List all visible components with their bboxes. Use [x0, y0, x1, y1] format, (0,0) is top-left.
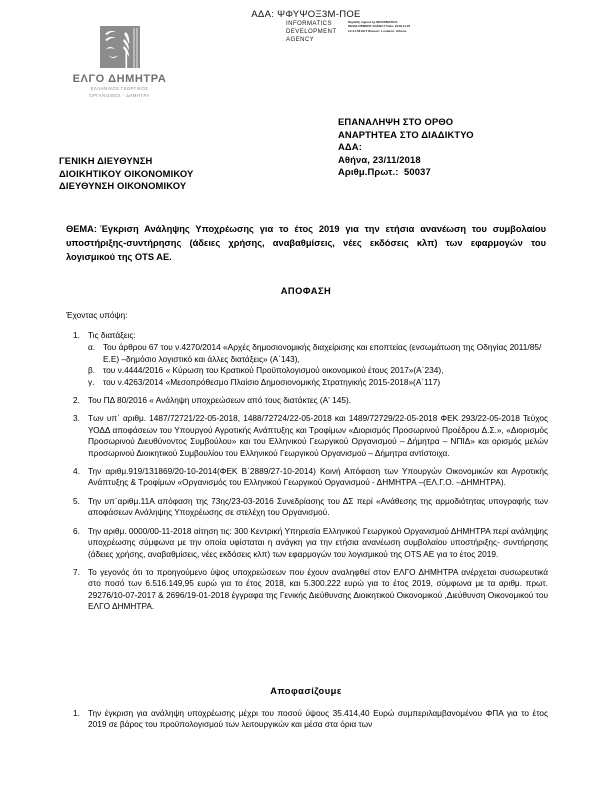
financial-directorate-label: ΔΙΕΥΘΥΝΣΗ ΟΙΚΟΝΟΜΙΚΟΥ	[59, 180, 187, 192]
header-left-block	[59, 155, 193, 193]
header-right-block	[338, 116, 474, 179]
list-item-text: Την αριθμ.919/131869/20-10-2014(ΦΕΚ Β΄2889/27-10-2014) Κοινή Απόφαση των Υπουργών Οικονομικών και Αγροτικής Ανάπτυξης & Τροφίμων «Οργανισμός του Ελληνικού Γεωργικού Οργανισμού - ΔΗΜΗΤΡΑ –(ΕΛ.Γ.Ο. –ΔΗΜΗΤΡΑ).	[88, 466, 548, 488]
list-item	[66, 330, 548, 388]
list-item	[66, 526, 548, 560]
general-directorate-label: ΓΕΝΙΚΗ ΔΙΕΥΘΥΝΣΗ	[59, 155, 153, 166]
resolution-list	[66, 708, 548, 738]
elgo-dimitra-emblem-icon	[79, 24, 161, 72]
sub-list-item-number: γ.	[88, 376, 95, 387]
list-item-text: Την αριθμ. 0000/00-11-2018 αίτηση τις: 300 Κεντρική Υπηρεσία Ελληνικού Γεωργικού Οργανισμού ΔΗΜΗΤΡΑ περί ανάληψης υποχρέωσης σύμφωνα με την οποία υφίσταται η ανάγκη για την ετήσια ανανέωση συμβολαίου υποστήριξης- συντήρησης (άδειες χρήσης, αναβαθμίσεις, νέες εκδόσεις κλπ) των εφαρμογών του λογισμικού της OTS AE για το έτος 2019.	[88, 525, 548, 559]
signature-agency-name: INFORMATICS DEVELOPMENT AGENCY	[286, 20, 337, 44]
list-item-text: Του ΠΔ 80/2016 « Ανάληψη υποχρεώσεων από τους διατάκτες (Α' 145).	[88, 395, 352, 406]
list-item-text: Τις διατάξεις:	[88, 330, 136, 340]
list-item	[66, 395, 548, 406]
web-publication-notice: ΑΝΑΡΤΗΤΕΑ ΣΤΟ ΔΙΑΔΙΚΤΥΟ	[338, 128, 474, 140]
sub-list-item-number: α.	[88, 342, 96, 353]
sub-list-item-number: β.	[88, 365, 96, 376]
list-item-number: 5.	[73, 495, 80, 506]
list-item	[66, 708, 548, 731]
list-item-number: 1.	[73, 330, 80, 340]
logo-subtitle-line2: ΟΡΓΑΝΙΣΜΟΣ - ΔΗΜΗΤΡΑ	[89, 92, 150, 98]
signature-details: Digitally signed by INFORMATICS DEVELOPMENT AGENCY Date: 2018.11.26 12:41:58 EET Reason: Location: Athens	[348, 20, 411, 33]
list-item-text: Την υπ΄αριθμ.11Α απόφαση της 73ης/23-03-2016 Συνεδρίασης του ΔΣ περί «Ανάθεσης της αρμοδιότητας υπογραφής των αποφάσεων Ανάληψης Υποχρέωσης σε στελέχη του Οργανισμού.	[88, 495, 548, 518]
protocol-number: Αριθμ.Πρωτ.: 50037	[338, 166, 431, 178]
sub-list-item	[88, 342, 548, 365]
decision-heading: ΑΠΟΦΑΣΗ	[280, 286, 332, 296]
list-item	[66, 496, 548, 519]
subject-text: Έγκριση Ανάληψης Υποχρέωσης για το έτος 2019 για την ετήσια ανανέωση του συμβολαίου υποστήριξης-συντήρησης (άδειες χρήσης, αναβαθμίσεις, νέες εκδόσεις κλπ) των εφαρμογών του λογισμικού της OTS AE.	[66, 224, 546, 263]
list-item-number: 7.	[73, 566, 80, 577]
list-item	[66, 466, 548, 489]
sub-list-item	[88, 365, 548, 376]
republish-notice: ΕΠΑΝΑΛΗΨΗ ΣΤΟ ΟΡΘΟ	[338, 116, 454, 127]
sub-list-item	[88, 377, 548, 388]
list-item-number: 3.	[73, 413, 80, 424]
preamble-label: Έχοντας υπόψη:	[66, 310, 128, 320]
resolve-heading: Αποφασίζουμε	[270, 686, 342, 696]
ada-top-label: ΑΔΑ: ΨΦΥΨΟΞ3Μ-ΠΟΕ	[251, 9, 361, 20]
sub-list	[88, 342, 548, 388]
logo-title: ΕΛΓΟ ΔΗΜΗΤΡΑ	[72, 73, 167, 85]
list-item-number: 6.	[73, 525, 80, 536]
logo-subtitle-line1: ΕΛΛΗΝΙΚΟΣ ΓΕΩΡΓΙΚΟΣ	[90, 86, 149, 91]
list-item-number: 2.	[73, 395, 80, 406]
sub-list-item-text: του ν.4444/2016 « Κύρωση του Κρατικού Προϋπολογισμού οικονομικού έτους 2017»(Α΄234),	[103, 365, 444, 376]
list-item-number: 4.	[73, 466, 80, 477]
list-item-text: Των υπ΄ αριθμ. 1487/72721/22-05-2018, 1488/72724/22-05-2018 και 1489/72729/22-05-2018 ΦΕΚ 293/22-05-2018 Τεύχος ΥΟΔΔ αποφάσεων του Υπουργού Αγροτικής Ανάπτυξης και Τροφίμων «Διορισμός Προσωρινού Προέδρου Δ.Σ.», «Διορισμός Προσωρινού Διευθύνοντος Συμβούλου» και του Ελληνικού Γεωργικού Οργανισμού – Δήμητρα – ΝΠΙΔ» και ορισμός μελών προσωρινού Διοικητικού Συμβουλίου του Ελληνικού Γεωργικού Οργανισμού – Δήμητρα αντίστοιχα.	[88, 413, 548, 458]
administrative-financial-label: ΔΙΟΙΚΗΤΙΚΟΥ ΟΙΚΟΝΟΜΙΚΟΥ	[59, 167, 194, 179]
organization-logo	[57, 24, 182, 98]
subject-label: ΘΕΜΑ:	[66, 224, 97, 234]
list-item-text: Την έγκριση για ανάληψη υποχρέωσης μέχρι του ποσού ύψους 35.414,40 Ευρώ συμπεριλαμβανομένου ΦΠΑ για το έτος 2019 σε βάρος του προϋπολογισμού των λειτουργικών και μέσα στα όρια των	[88, 708, 548, 730]
list-item-number: 1.	[73, 708, 80, 718]
sub-list-item-text: Του άρθρου 67 του ν.4270/2014 «Αρχές δημοσιονομικής διαχείρισης και εποπτείας (ενσωμάτωση της Οδηγίας 2011/85/Ε.Ε) –δημόσιο λογιστικό και άλλες διατάξεις» (Α΄143),	[103, 342, 542, 364]
list-item	[66, 413, 548, 459]
subject-block	[66, 222, 546, 265]
list-item-text: Το γεγονός ότι το προηγούμενο ύψος υποχρεώσεων που έχουν αναληφθεί στον ΕΛΓΟ ΔΗΜΗΤΡΑ ανέρχεται συσωρευτικά στο ποσό των 6.516.149,95 ευρώ για το έτος 2018, και 5.300.222 ευρώ για το έτος 2019, σύμφωνα με τα αριθμ. πρωτ. 29276/10-07-2017 & 2696/19-01-2018 έγγραφα της Γενικής Διεύθυνσης Διοικητικού Οικονομικού ,Διεύθυνση Οικονομικού του ΕΛΓΟ ΔΗΜΗΤΡΑ.	[88, 566, 548, 612]
considerations-list	[66, 330, 548, 620]
list-item	[66, 567, 548, 613]
list-item-body	[88, 330, 548, 388]
place-and-date: Αθήνα, 23/11/2018	[338, 153, 421, 165]
ada-field-label: ΑΔΑ:	[338, 141, 363, 153]
digital-signature-stamp	[286, 20, 418, 45]
sub-list-item-text: του ν.4263/2014 «Μεσοπρόθεσμο Πλαίσιο Δημοσιονομικής Στρατηγικής 2015-2018»(Α΄117)	[103, 376, 441, 387]
